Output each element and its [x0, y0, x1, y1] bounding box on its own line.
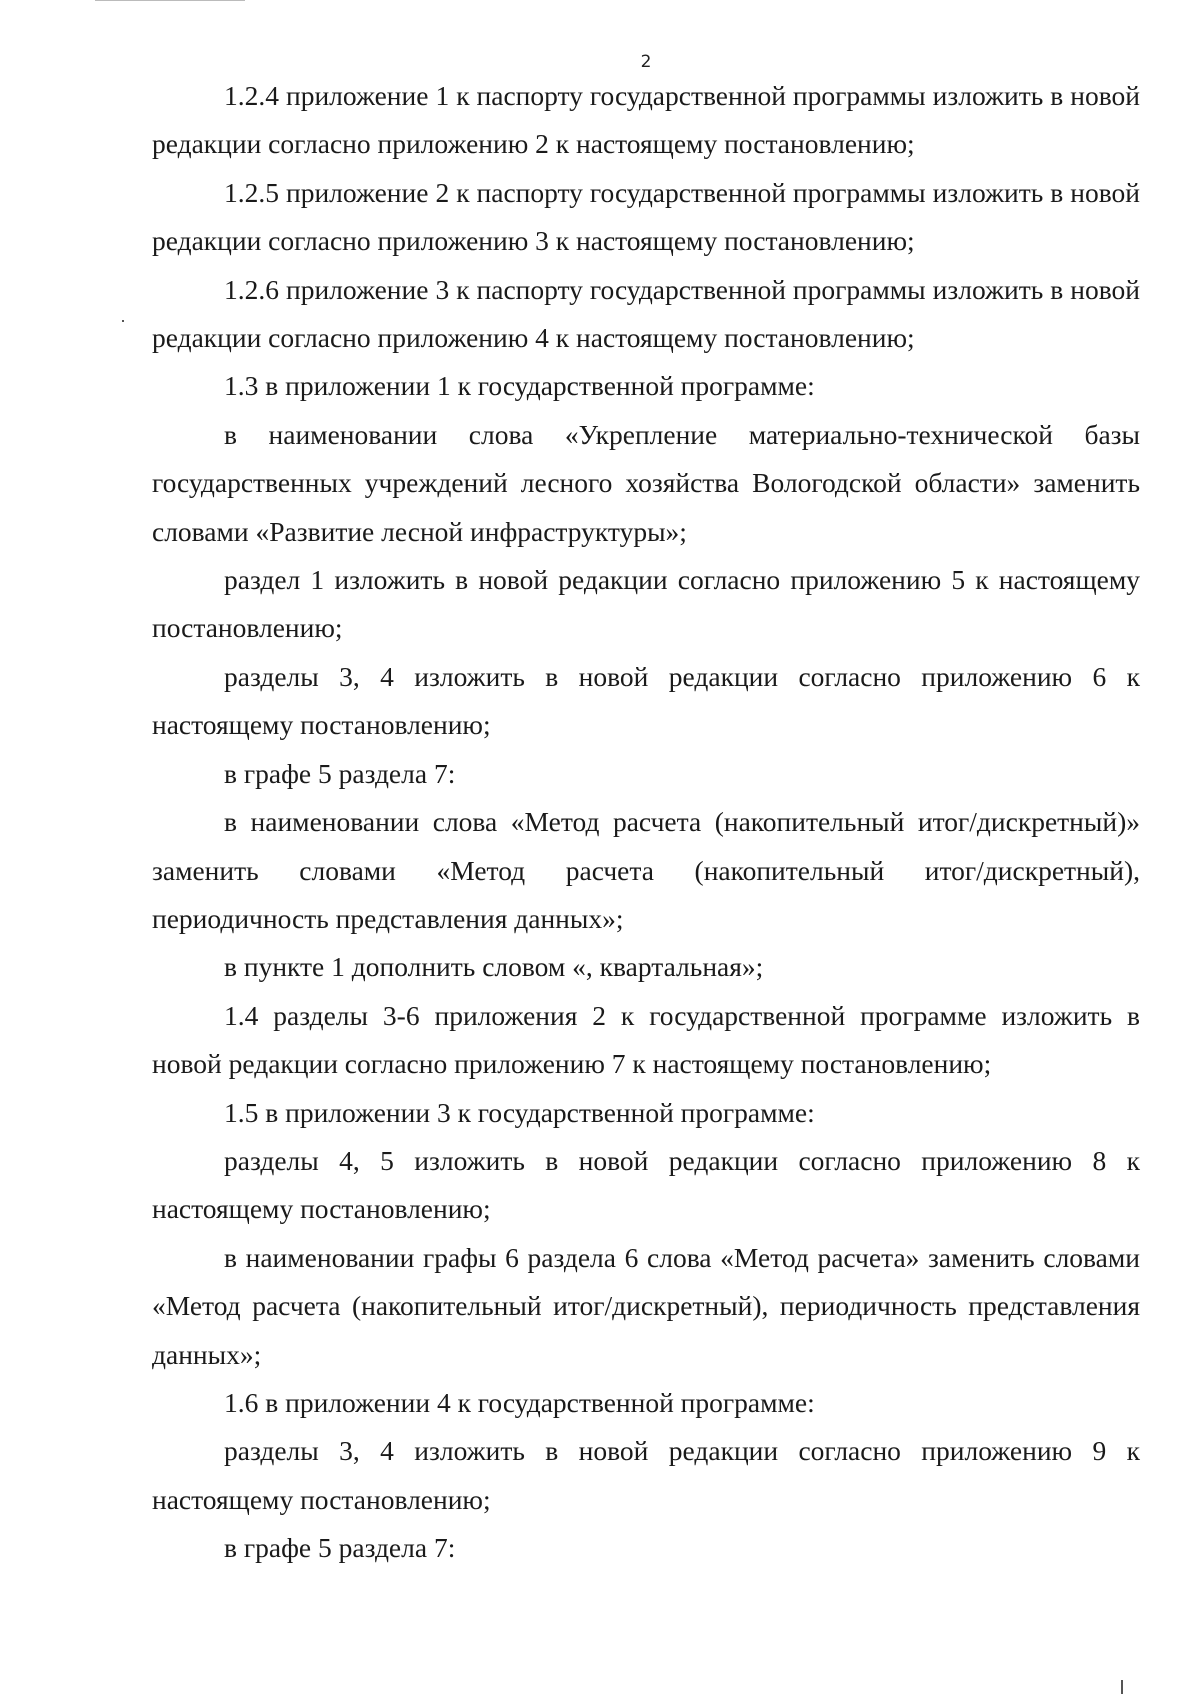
paragraph-naming-change: в наименовании слова «Укрепление материально-технической базы государственных учреждений лесного хозяйства Вологодской области» заменить словами «Развитие лесной инфраструктуры»;	[152, 418, 1140, 547]
paragraph-1-2-6: 1.2.6 приложение 3 к паспорту государственной программы изложить в новой редакции согласно приложению 4 к настоящему постановлению;	[152, 273, 1140, 354]
paragraph-1-2-4: 1.2.4 приложение 1 к паспорту государственной программы изложить в новой редакции согласно приложению 2 к настоящему постановлению;	[152, 80, 1140, 160]
paragraph-1-6: 1.6 в приложении 4 к государственной программе:	[224, 1386, 815, 1418]
paragraph-column-5-section-7-end: в графе 5 раздела 7:	[224, 1532, 456, 1564]
paragraph-method-naming: в наименовании слова «Метод расчета (накопительный итог/дискретный)» заменить словами «Метод расчета (накопительный итог/дискретный), периодичность представления данных»;	[152, 806, 1140, 934]
paragraph-1-3: 1.3 в приложении 1 к государственной программе:	[224, 370, 815, 402]
paragraph-1-2-5: 1.2.5 приложение 2 к паспорту государственной программы изложить в новой редакции согласно приложению 3 к настоящему постановлению;	[152, 176, 1140, 257]
page-number: 2	[640, 52, 652, 72]
paragraph-sections-3-4-appendix-9: разделы 3, 4 изложить в новой редакции согласно приложению 9 к настоящему постановлению;	[152, 1435, 1140, 1515]
document-body	[152, 72, 1140, 1573]
scan-mark-bottom-right	[1121, 1680, 1123, 1694]
scan-mark-top-left	[95, 0, 245, 1]
scan-mark-dot-left	[122, 320, 124, 322]
paragraph-item-1-quarterly: в пункте 1 дополнить словом «, квартальная»;	[224, 951, 764, 983]
paragraph-1-4: 1.4 разделы 3-6 приложения 2 к государственной программе изложить в новой редакции согласно приложению 7 к настоящему постановлению;	[152, 999, 1140, 1080]
paragraph-sections-3-4: разделы 3, 4 изложить в новой редакции согласно приложению 6 к настоящему постановлению;	[152, 660, 1140, 741]
paragraph-column-6-section-6: в наименовании графы 6 раздела 6 слова «Метод расчета» заменить словами «Метод расчета (накопительный итог/дискретный), периодичность представления данных»;	[152, 1241, 1140, 1370]
paragraph-column-5-section-7: в графе 5 раздела 7:	[224, 757, 456, 789]
paragraph-1-5: 1.5 в приложении 3 к государственной программе:	[224, 1096, 815, 1128]
paragraph-section-1: раздел 1 изложить в новой редакции согласно приложению 5 к настоящему постановлению;	[152, 564, 1140, 644]
paragraph-sections-4-5: разделы 4, 5 изложить в новой редакции согласно приложению 8 к настоящему постановлению;	[152, 1144, 1140, 1225]
